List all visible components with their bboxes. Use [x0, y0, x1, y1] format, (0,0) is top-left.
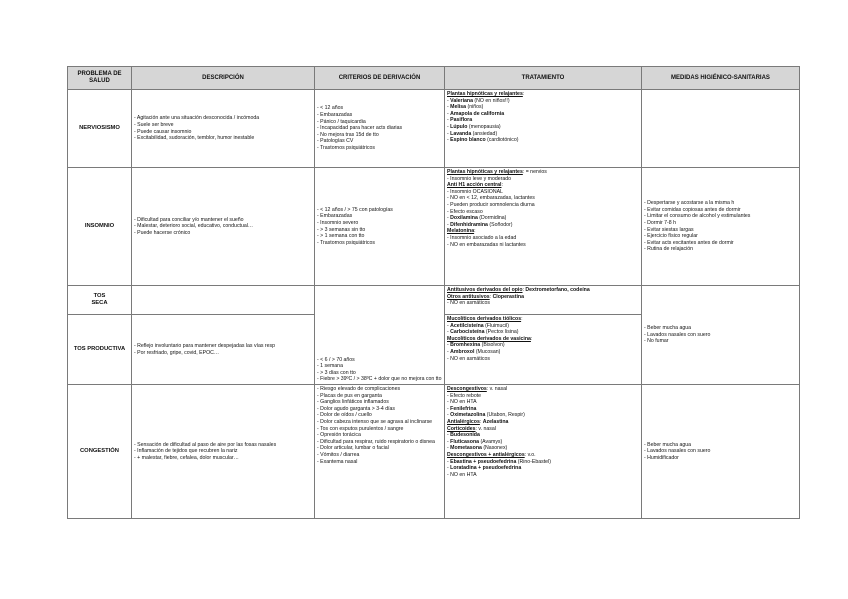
list-item: - Puede hacerse crónico — [134, 229, 191, 236]
problem-label: SECA — [91, 300, 108, 306]
treatment-item: - Difenhidramina (Soñodor) — [447, 221, 513, 228]
list-item: - Puede causar insomnio — [134, 128, 192, 135]
criteria-list — [317, 386, 442, 465]
treatment-note: - NO en HTA — [447, 471, 477, 478]
treatment-item: - Lavanda (ansiedad) — [447, 130, 498, 137]
list-item: - Fiebre > 39ºC / > 38ºC + dolor que no mejora con tto — [317, 376, 442, 383]
list-item: - Humidificador — [644, 454, 679, 461]
treatment-item: - Pasiflora — [447, 117, 473, 124]
list-item: - Beber mucha agua — [644, 441, 692, 448]
treatment-heading: Plantas hipnóticas y relajantes: = nervios — [447, 169, 547, 175]
list-item: - Rutina de relajación — [644, 246, 694, 253]
problem-nerviosismo: NERVIOSISMO — [68, 90, 132, 168]
treatment-item: - Amapola de california — [447, 110, 505, 117]
header-problema: PROBLEMA DE SALUD — [68, 67, 132, 90]
treatment-item: - Ebastina + pseudoefedrina (Rino-Ebastel) — [447, 458, 551, 465]
table-row-congestion — [68, 385, 800, 519]
header-criterios: CRITERIOS DE DERIVACIÓN — [315, 67, 445, 90]
list-item: - Ejercicio físico regular — [644, 233, 698, 240]
treatment-heading: Otros antitusivos: Cloperastina — [447, 293, 524, 300]
list-item: - + malestar, fiebre, cefalea, dolor muscular… — [134, 454, 239, 461]
treatment-item: - Oximetazolina (Utabon, Respir) — [447, 412, 525, 419]
treatment-item: - Bromhexina (Bisolvon) — [447, 342, 505, 349]
list-item: - Excitabilidad, sudoración, temblor, humor inestable — [134, 135, 255, 142]
list-item: - Por resfriado, gripe, covid, EPOC… — [134, 349, 220, 356]
treatment-note: - NO en asmáticos — [447, 355, 490, 362]
list-item: - Efecto escaso — [447, 208, 483, 215]
problem-tos-seca — [68, 286, 132, 315]
treatment-item: - Espino blanco (cardiotónico) — [447, 137, 519, 144]
list-item: - NO en < 12, embarazadas, lactantes — [447, 195, 535, 202]
treatment-item: - Ambroxol (Mucosan) — [447, 348, 501, 355]
treatment-heading: Antialérgicos: Azelastina — [447, 418, 509, 425]
treatment-item: - Fluticasona (Avamys) — [447, 438, 503, 445]
list-item: - Dolor articular, lumbar o facial — [317, 445, 389, 452]
list-item: - Sensación de dificultad al paso de aire por las fosas nasales — [134, 441, 277, 448]
treatment-item: - Carbocisteína (Pectox lisina) — [447, 329, 519, 336]
treatment-cell — [445, 315, 642, 385]
list-item: - Incapacidad para hacer acts diarias — [317, 125, 403, 132]
criteria-cell — [315, 168, 445, 286]
criteria-list — [317, 357, 442, 383]
treatment-cell — [445, 286, 642, 315]
criteria-cell-tos — [315, 286, 445, 385]
problem-insomnio: INSOMNIO — [68, 168, 132, 286]
list-item: - Trastornos psiquiátricos — [317, 144, 375, 151]
health-problems-table — [67, 66, 800, 519]
list-item: - NO en HTA — [447, 399, 477, 406]
problem-tos-productiva: TOS PRODUCTIVA — [68, 315, 132, 385]
list-item: - Evitar siestas largas — [644, 226, 694, 233]
treatment-cell — [445, 168, 642, 286]
list-item: - < 12 años — [317, 105, 344, 112]
treatment-heading: Anti H1 acción central: — [447, 182, 503, 189]
list-item: - Lavados nasales con suero — [644, 448, 711, 455]
treatment-item: - Valeriana (NO en niños!!) — [447, 97, 510, 104]
treatment-item-list — [447, 323, 639, 336]
description-cell — [132, 90, 315, 168]
measures-cell — [642, 385, 800, 519]
list-item: - Exantema nasal — [317, 458, 358, 465]
list-item: - Embarazadas — [317, 213, 353, 220]
treatment-heading: Mucolíticos derivados tiólicos: — [447, 316, 523, 322]
list-item: - > 3 semanas sin tto — [317, 226, 366, 233]
list-item: - Dolor de oídos / cuello — [317, 412, 372, 419]
list-item: - Malestar, deterioro social, educativo, conductual… — [134, 223, 254, 230]
treatment-item: - Fenilefrina — [447, 405, 477, 412]
treatment-heading: Mucolíticos derivados de vasicina: — [447, 335, 533, 342]
measures-cell — [642, 168, 800, 286]
list-item: - Limitar el consumo de alcohol y estimulantes — [644, 213, 751, 220]
treatment-item-list — [447, 459, 639, 472]
list-item: - Despertarse y acostarse a la misma h — [644, 200, 735, 207]
list-item: - > 3 días con tto — [317, 369, 356, 376]
treatment-item-list — [447, 432, 639, 452]
description-cell — [132, 385, 315, 519]
treatment-item: - Doxilamina (Dormidina) — [447, 215, 507, 222]
treatment-heading: Descongestivos: v. nasal — [447, 386, 508, 392]
list-item: - Insomnio OCASIONAL — [447, 188, 503, 195]
table-row-tos-seca — [68, 286, 800, 315]
treatment-item-list — [447, 215, 639, 228]
header-descripcion: DESCRIPCIÓN — [132, 67, 315, 90]
table-row-nerviosismo — [68, 90, 800, 168]
criteria-cell-tos-cont — [315, 385, 445, 519]
description-cell — [132, 286, 315, 315]
table-header-row — [68, 67, 800, 90]
treatment-item: - Acetilcisteína (Fluimucil) — [447, 322, 509, 329]
treatment-item-list — [447, 406, 639, 419]
treatment-item: - Mometasona (Nasonex) — [447, 445, 508, 452]
criteria-cell — [315, 90, 445, 168]
list-item: - Dificultad para respirar, ruido respiratorio o disnea — [317, 438, 435, 445]
list-item: - Pueden producir somnolencia diurna — [447, 201, 535, 208]
treatment-item-list — [447, 393, 639, 406]
header-tratamiento: TRATAMIENTO — [445, 67, 642, 90]
list-item: - Agitación ante una situación desconocida / incómoda — [134, 115, 260, 122]
problem-label: TOS — [93, 293, 106, 300]
list-item: - Insomnio severo — [317, 219, 359, 226]
list-item: - No fumar — [644, 338, 669, 345]
treatment-heading: Descongestivos + antialérgicos: v.o. — [447, 451, 536, 458]
description-cell — [132, 168, 315, 286]
list-item: - Vómitos / diarrea — [317, 451, 360, 458]
list-item: - Insomnio asociado a la edad — [447, 234, 517, 241]
list-item: - Efecto rebote — [447, 392, 482, 399]
treatment-heading: Corticoides: v. nasal — [447, 425, 496, 432]
list-item: - 1 semana — [317, 363, 343, 370]
treatment-item-list — [447, 342, 639, 355]
list-item: - Embarazadas — [317, 112, 353, 119]
list-item: - Lavados nasales con suero — [644, 331, 711, 338]
treatment-item-list — [447, 176, 639, 183]
list-item: - Pánico / taquicardia — [317, 118, 366, 125]
list-item: - > 1 semana con tto — [317, 233, 365, 240]
treatment-heading: Melatonina: — [447, 228, 476, 235]
treatment-item: - Lúpulo (menopausia) — [447, 123, 501, 130]
treatment-heading: Antitusivos derivados del opio: Dextrometorfano, codeína — [447, 287, 590, 293]
list-item: - Beber mucha agua — [644, 325, 692, 332]
treatment-item-list — [447, 235, 639, 248]
description-cell — [132, 315, 315, 385]
treatment-item-list — [447, 98, 639, 144]
list-item: - No mejora tras 15d de tto — [317, 131, 379, 138]
treatment-cell — [445, 90, 642, 168]
treatment-cell — [445, 385, 642, 519]
list-item: - Opresión torácica — [317, 432, 361, 439]
treatment-item: - Loratadina + pseudoefedrina — [447, 465, 522, 472]
list-item: - Suele ser breve — [134, 121, 174, 128]
list-item: - Ganglios linfáticos inflamados — [317, 399, 389, 406]
list-item: - Trastornos psiquiátricos — [317, 239, 375, 246]
list-item: - Insomnio leve y moderado — [447, 175, 512, 182]
treatment-note: - NO en asmáticos — [447, 300, 490, 307]
measures-cell — [642, 286, 800, 385]
treatment-heading: Plantas hipnóticas y relajantes: — [447, 91, 525, 97]
measures-cell — [642, 90, 800, 168]
list-item: - NO en embarazadas ni lactantes — [447, 241, 526, 248]
list-item: - < 6 / > 70 años — [317, 356, 355, 363]
list-item: - Tos con esputos purulentos / sangre — [317, 425, 404, 432]
treatment-item: - Budesonida — [447, 432, 480, 439]
header-medidas: MEDIDAS HIGIÉNICO-SANITARIAS — [642, 67, 800, 90]
list-item: - Dormir 7-8 h — [644, 219, 676, 226]
list-item: - Dificultad para conciliar y/o mantener el sueño — [134, 216, 244, 223]
list-item: - Placas de pus en garganta — [317, 392, 382, 399]
problem-congestion: CONGESTIÓN — [68, 385, 132, 519]
list-item: - Patologías CV — [317, 138, 354, 145]
list-item: - Evitar comidas copiosas antes de dormir — [644, 206, 741, 213]
list-item: - Evitar acts excitantes antes de dormir — [644, 239, 734, 246]
list-item: - Dolor cabeza intenso que se agrava al inclinarse — [317, 418, 433, 425]
treatment-item: - Melisa (niños) — [447, 104, 484, 111]
list-item: - Inflamación de tejidos que recubren la nariz — [134, 448, 238, 455]
treatment-item-list — [447, 189, 639, 215]
list-item: - Reflejo involuntario para mantener despejadas las vías resp — [134, 342, 276, 349]
list-item: - Dolor agudo garganta > 3-4 días — [317, 405, 396, 412]
list-item: - Riesgo elevado de complicaciones — [317, 386, 401, 392]
table-row-insomnio — [68, 168, 800, 286]
list-item: - < 12 años / > 75 con patologías — [317, 206, 393, 213]
